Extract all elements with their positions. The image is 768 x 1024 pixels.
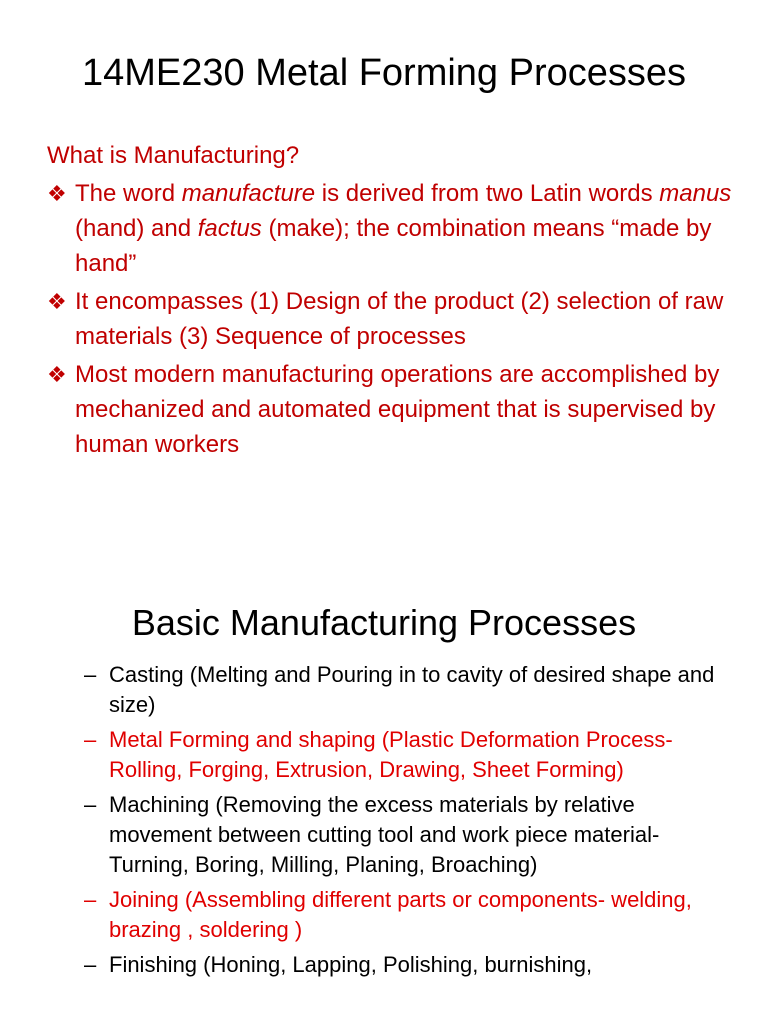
italic-term: factus [197,215,262,242]
dash-bullet-icon: – [84,727,97,752]
bullet-text: Most modern manufacturing operations are accomplished by mechanized and automated equipment that is supervised by human workers [75,361,720,458]
bullet-text-part: The word [75,180,182,207]
process-item-metal-forming [84,725,734,785]
process-text: Joining (Assembling different parts or components- welding, brazing , soldering ) [109,887,692,942]
bullet-item-encompasses [47,284,737,354]
dash-bullet-icon: – [84,952,97,977]
italic-term: manus [659,180,732,207]
bullet-item-modern [47,357,737,462]
slide-1-title: 14ME230 Metal Forming Processes [81,52,687,94]
bullet-text-part: (hand) and [75,215,198,242]
bullet-item-origin [47,176,737,281]
process-text: Metal Forming and shaping (Plastic Deformation Process- Rolling, Forging, Extrusion, Drawing, Sheet Forming) [109,727,673,782]
process-item-finishing [84,950,734,980]
bullet-text [75,180,731,277]
bullet-text-part: (make); the combination means “made by hand” [75,215,712,277]
process-item-casting [84,660,734,720]
diamond-bullet-icon: ❖ [47,289,67,314]
diamond-bullet-icon: ❖ [47,362,67,387]
diamond-bullet-icon: ❖ [47,181,67,206]
process-item-machining [84,790,734,880]
process-text: Finishing (Honing, Lapping, Polishing, burnishing, [109,952,593,977]
dash-bullet-icon: – [84,792,97,817]
dash-bullet-icon: – [84,662,97,687]
dash-bullet-icon: – [84,887,97,912]
process-text: Casting (Melting and Pouring in to cavity of desired shape and size) [109,662,715,717]
process-list [84,660,734,985]
bullet-text: It encompasses (1) Design of the product (2) selection of raw materials (3) Sequence of processes [75,288,724,350]
italic-term: manufacture [181,180,316,207]
process-text: Machining (Removing the excess materials by relative movement between cutting tool and work piece material- Turning, Boring, Milling, Planing, Broaching) [109,792,660,877]
process-item-joining [84,885,734,945]
slide-2-title: Basic Manufacturing Processes [131,602,637,643]
definition-bullet-list [47,176,737,465]
slide-2 [0,565,768,1024]
bullet-text-part: is derived from two Latin words [315,180,660,207]
intro-question: What is Manufacturing? [47,142,300,169]
